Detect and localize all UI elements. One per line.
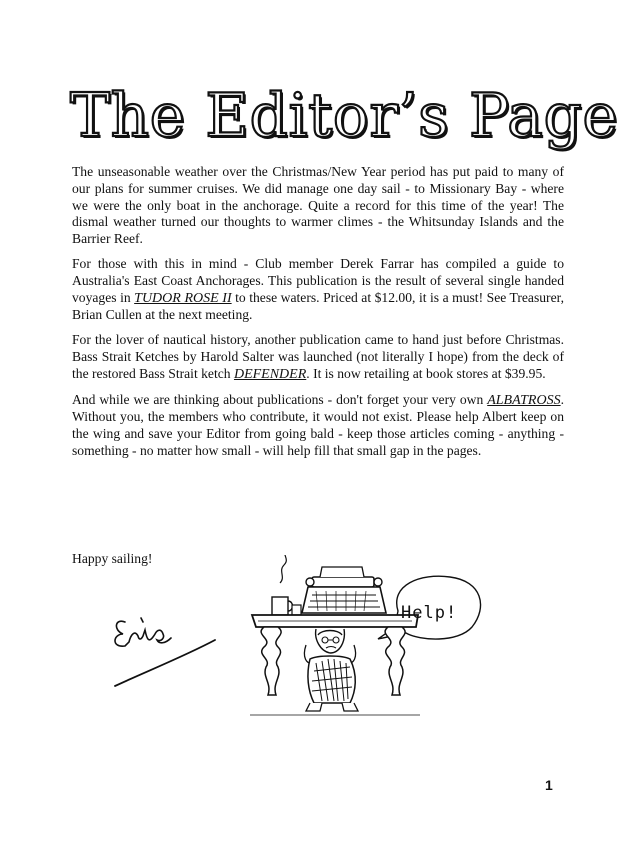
- paragraph-anchorages-guide: [72, 256, 564, 324]
- paragraph-text: For those with this in mind - Club member Derek Farrar has compiled a guide to Australia's East Coast Anchorages. This publication is the result of several single handed voyages in: [72, 255, 564, 305]
- paragraph-nautical-history: [72, 332, 564, 383]
- boat-name-tudor-rose: TUDOR ROSE II: [134, 290, 232, 306]
- page-title: The Editor’s Page: [70, 81, 619, 151]
- speech-bubble-text: Help!: [401, 603, 458, 623]
- article-body: [72, 164, 564, 468]
- boat-name-defender: DEFENDER: [233, 366, 307, 382]
- editor-signature: [105, 600, 225, 695]
- mug-icon: [272, 597, 288, 615]
- signoff: Happy sailing!: [72, 551, 153, 566]
- cartoon-editor-under-desk: [250, 555, 485, 730]
- paragraph-text: . Without you, the members who contribute, it would not exist. Please help Albert keep on the wing and save your Editor from going bald - keep those articles coming - anything - something - no matter how small - will help fill that small gap in the pages.: [72, 391, 564, 458]
- hiding-editor-figure: [304, 629, 358, 711]
- typewriter-icon: [302, 567, 386, 613]
- page-number: 1: [545, 777, 553, 793]
- paragraph-text: And while we are thinking about publications - don't forget your very own: [72, 391, 488, 407]
- paragraph-text: . It is now retailing at book stores at $39.95.: [306, 365, 546, 381]
- magazine-name-albatross: ALBATROSS: [487, 392, 561, 408]
- paragraph-albatross-appeal: [72, 392, 564, 460]
- paragraph-text: For the lover of nautical history, another publication came to hand just before Christmas. Bass Strait Ketches by Harold Salter was launched (not literally I hope) from the deck of the restored Bass Strait ketch: [72, 332, 564, 381]
- paragraph-weather: The unseasonable weather over the Christmas/New Year period has put paid to many of our plans for summer cruises. We did manage one day sail - to Missionary Bay - where we were the only boat in the anchorage. Quite a record for this time of the year! The dismal weather turned our thoughts to warmer climes - the Whitsunday Islands and the Barrier Reef.: [72, 164, 564, 247]
- paragraph-text: to these waters. Priced at $12.00, it is a must! See Treasurer, Brian Cullen at the next meeting.: [72, 289, 564, 323]
